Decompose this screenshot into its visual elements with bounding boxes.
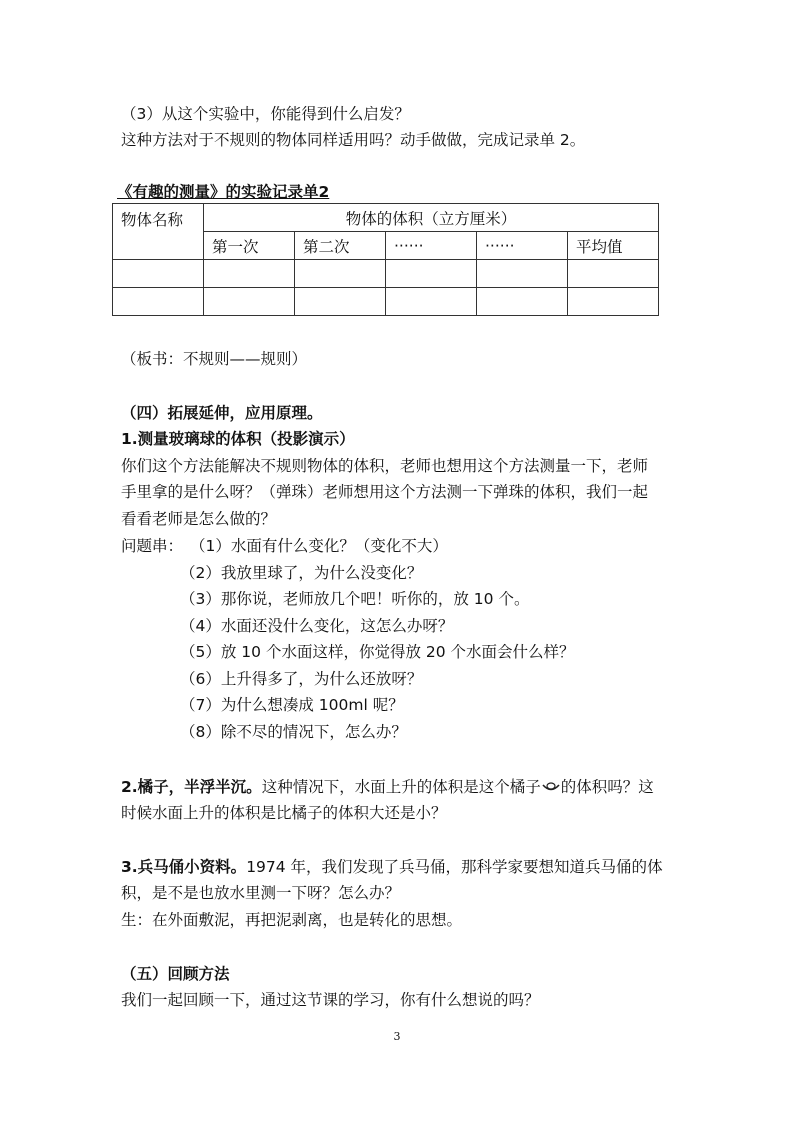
board-note: （板书：不规则——规则） — [121, 350, 308, 368]
table-cell — [204, 260, 295, 288]
table-cell — [477, 260, 568, 288]
volume-header: 物体的体积（立方厘米） — [204, 204, 659, 232]
question-3: （3）从这个实验中，你能得到什么启发？ — [121, 105, 410, 123]
question-3-followup: 这种方法对于不规则的物体同样适用吗？动手做做，完成记录单 2。 — [121, 131, 586, 149]
table-cell — [568, 260, 659, 288]
item-3-heading: 3.兵马俑小资料。 — [121, 858, 247, 876]
section-4-heading: （四）拓展延伸，应用原理。 — [121, 404, 323, 422]
question-item: （6）上升得多了，为什么还放呀？ — [180, 670, 423, 688]
item-2-line-2: 时候水面上升的体积是比橘子的体积大还是小？ — [121, 804, 447, 822]
table-cell — [295, 260, 386, 288]
column-header: ······ — [477, 232, 568, 260]
table-cell — [113, 288, 204, 316]
page-number: 3 — [393, 1030, 401, 1043]
orange-icon — [541, 778, 561, 798]
question-item: （4）水面还没什么变化，这怎么办呀？ — [180, 617, 454, 635]
record-sheet-table — [112, 203, 659, 316]
column-header: ······ — [386, 232, 477, 260]
item-3-line — [121, 857, 663, 877]
item-2-text: 这种情况下，水面上升的体积是这个橘子 — [261, 778, 541, 796]
column-header: 第一次 — [204, 232, 295, 260]
table-row — [113, 260, 659, 288]
item-3-line-2: 积，是不是也放水里测一下呀？怎么办？ — [121, 884, 401, 902]
column-header: 平均值 — [568, 232, 659, 260]
student-answer: 生：在外面敷泥，再把泥剥离，也是转化的思想。 — [121, 911, 463, 929]
paragraph-line: 看看老师是怎么做的？ — [121, 510, 277, 528]
question-item: （8）除不尽的情况下，怎么办？ — [180, 723, 407, 741]
questions-label: 问题串： — [121, 537, 184, 555]
record-sheet-caption: 《有趣的测量》的实验记录单2 — [117, 183, 330, 201]
question-item: （2）我放里球了，为什么没变化？ — [180, 564, 423, 582]
table-cell — [568, 288, 659, 316]
question-item: （1）水面有什么变化？（变化不大） — [190, 537, 448, 555]
section-5-text: 我们一起回顾一下，通过这节课的学习，你有什么想说的吗？ — [121, 991, 540, 1009]
paragraph-line: 手里拿的是什么呀？（弹珠）老师想用这个方法测一下弹珠的体积，我们一起 — [121, 483, 649, 501]
table-cell — [477, 288, 568, 316]
paragraph-line: 你们这个方法能解决不规则物体的体积，老师也想用这个方法测量一下，老师 — [121, 457, 649, 475]
table-cell — [386, 288, 477, 316]
question-item: （7）为什么想凑成 100ml 呢？ — [180, 696, 404, 714]
item-2-heading: 2.橘子，半浮半沉。 — [121, 778, 262, 796]
table-header-row — [113, 204, 659, 232]
question-item: （3）那你说，老师放几个吧！听你的，放 10 个。 — [180, 590, 530, 608]
table-row — [113, 288, 659, 316]
item-2-text: 的体积吗？这 — [560, 778, 654, 796]
question-item: （5）放 10 个水面这样，你觉得放 20 个水面会什么样？ — [180, 643, 575, 661]
table-cell — [204, 288, 295, 316]
table-cell — [295, 288, 386, 316]
object-name-header: 物体名称 — [113, 204, 204, 260]
table-cell — [386, 260, 477, 288]
item-2-line — [121, 777, 654, 798]
table-cell — [113, 260, 204, 288]
section-5-heading: （五）回顾方法 — [121, 965, 230, 983]
item-1-heading: 1.测量玻璃球的体积（投影演示） — [121, 430, 355, 448]
item-3-text: 1974 年，我们发现了兵马俑，那科学家要想知道兵马俑的体 — [246, 858, 663, 876]
column-header: 第二次 — [295, 232, 386, 260]
